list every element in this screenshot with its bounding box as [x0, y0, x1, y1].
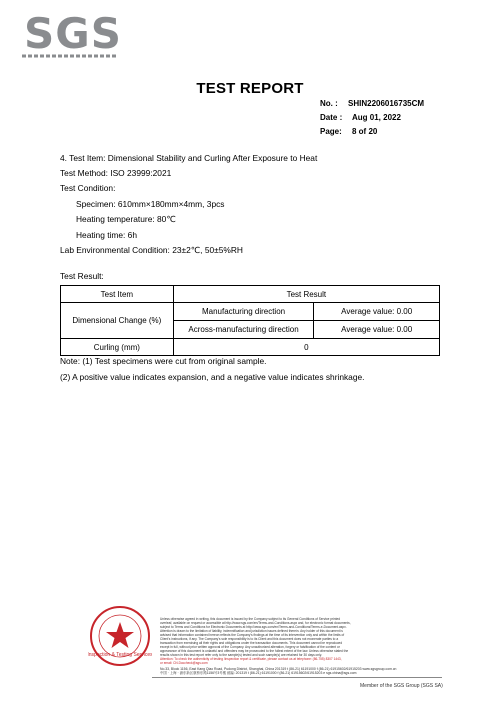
table-header-row — [61, 286, 440, 303]
table-cell: Average value: 0.00 — [314, 303, 440, 321]
report-page-value: 8 of 20 — [352, 127, 378, 136]
test-item-line: 4. Test Item: Dimensional Stability and Curling After Exposure to Heat — [60, 153, 318, 163]
disclaimer-line: Attention is drawn to the limitation of liability, indemnification and jurisdiction issues defined therein. Any holder of this document is — [160, 629, 343, 633]
sgs-logo-text: SGS — [24, 9, 118, 58]
disclaimer-line: overleaf, available on request or accessible at http://www.sgs.com/en/Terms-and-Conditions.aspx and, for electronic format documents, — [160, 621, 351, 625]
table-cell: Manufacturing direction — [173, 303, 314, 321]
table-header-cell: Test Result — [173, 286, 439, 303]
member-line: Member of the SGS Group (SGS SA) — [360, 683, 443, 689]
result-table — [60, 285, 440, 356]
inspection-stamp-icon — [88, 604, 152, 668]
report-date-value: Aug 01, 2022 — [352, 113, 401, 122]
sgs-logo — [22, 4, 118, 62]
heating-temperature: Heating temperature: 80℃ — [76, 214, 176, 224]
table-cell: Dimensional Change (%) — [61, 303, 174, 339]
lab-condition: Lab Environmental Condition: 23±2℃, 50±5%RH — [60, 245, 243, 255]
report-title: TEST REPORT — [196, 80, 304, 97]
disclaimer-line: Client's instructions, if any. The Company's sole responsibility is to its Client and this document does not exonerate parties to a — [160, 637, 339, 641]
table-cell: 0 — [173, 339, 439, 356]
report-meta — [320, 97, 470, 141]
table-cell: Average value: 0.00 — [314, 321, 440, 339]
report-page-label: Page: — [320, 127, 342, 136]
disclaimer-line: results shown in this test report refer only to the sample(s) tested and such sample(s) are retained for 30 days only. — [160, 653, 323, 657]
disclaimer-line: except in full, without prior written approval of the Company. Any unauthorized alteration, forgery or falsification of the content or — [160, 645, 340, 649]
table-header-cell: Test Item — [61, 286, 174, 303]
test-condition-label: Test Condition: — [60, 183, 116, 193]
disclaimer-line: advised that information contained hereon reflects the Company's findings at the time of its intervention only and within the limits of — [160, 633, 345, 637]
attention-line: Attention: To check the authenticity of testing /inspection report & certificate, please contact us at telephone: (86-755) 8307 1443, — [160, 657, 342, 661]
heating-time: Heating time: 6h — [76, 230, 137, 240]
specimen-line: Specimen: 610mm×180mm×4mm, 3pcs — [76, 199, 225, 209]
disclaimer-line: Unless otherwise agreed in writing, this document is issued by the Company subject to its General Conditions of Service printed — [160, 617, 341, 621]
disclaimer-line: transaction from exercising all their rights and obligations under the transaction documents. This document cannot be reproduced — [160, 641, 343, 645]
note-1: Note: (1) Test specimens were cut from original sample. — [60, 356, 267, 366]
report-no-value: SHIN2206016735CM — [348, 99, 425, 108]
footer-disclaimer — [160, 617, 420, 675]
note-2: (2) A positive value indicates expansion, and a negative value indicates shrinkage. — [60, 372, 365, 382]
test-method: Test Method: ISO 23999:2021 — [60, 168, 172, 178]
attention-line: or email: CN.Doccheck@sgs.com — [160, 661, 208, 665]
table-row — [61, 303, 440, 321]
disclaimer-line: appearance of this document is unlawful and offenders may be prosecuted to the fullest extent of the law. Unless otherwise stated the — [160, 649, 349, 653]
disclaimer-line: subject to Terms and Conditions for Electronic Documents at http://www.sgs.com/en/Terms-and-Conditions/Terms-e-Document.aspx. — [160, 625, 347, 629]
table-cell: Across-manufacturing direction — [173, 321, 314, 339]
footer-divider — [152, 677, 442, 678]
table-cell: Curling (mm) — [61, 339, 174, 356]
address-line: No.33, Block 1156, East Kang Qiao Road, Pudong District, Shanghai, China 201319 t (86-21) 61191000 f (86-21) 61915602/61915203 www.sgsgroup.com.cn — [160, 667, 397, 671]
report-no-label: No. : — [320, 99, 338, 108]
report-date-label: Date : — [320, 113, 343, 122]
table-row — [61, 339, 440, 356]
test-result-label: Test Result: — [60, 271, 104, 281]
stamp-text: Inspection & Testing Services — [88, 652, 152, 658]
address-line: 中国 · 上海 · 浦东新区康桥东路1156号3号楼 邮编: 201319 t (86-21) 61191000 f (86-21) 61915602/61915203 e sgs.china@sgs.com — [160, 671, 357, 675]
